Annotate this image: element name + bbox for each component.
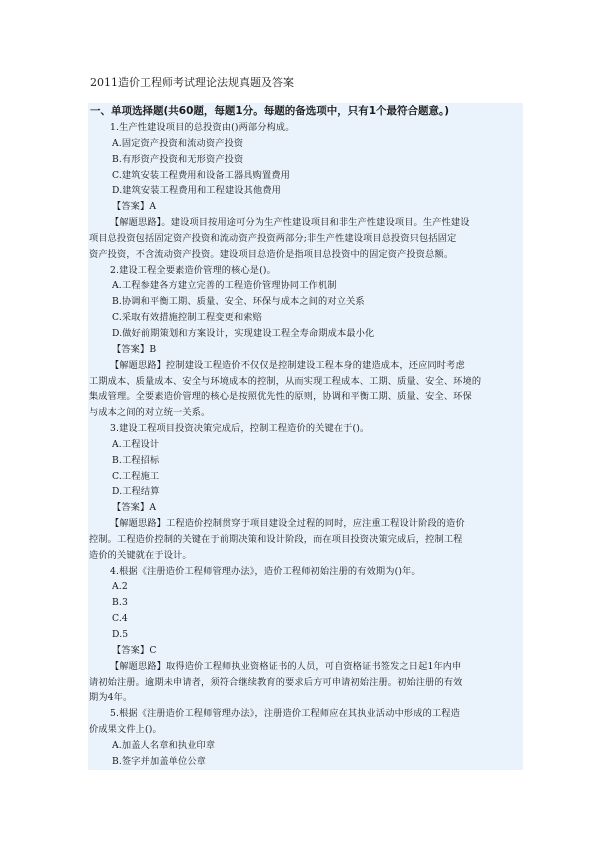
answer-option: A.工程参建各方建立完善的工程造价管理协同工作机制 — [112, 280, 337, 292]
answer-key: 【答案】C — [112, 644, 157, 656]
answer-option: B.有形资产投资和无形资产投资 — [112, 153, 244, 165]
answer-option: D.建筑安装工程费用和工程建设其他费用 — [112, 185, 281, 197]
explanation-text: 【解题思路】工程造价控制贯穿于项目建设全过程的同时，应注重工程设计阶段的造价 — [110, 518, 465, 530]
answer-option: B.工程招标 — [112, 454, 160, 466]
answer-option: B.3 — [112, 597, 128, 609]
answer-option: C.工程施工 — [112, 470, 160, 482]
answer-option: D.工程结算 — [112, 486, 160, 498]
answer-key: 【答案】B — [112, 343, 157, 355]
answer-option: A.加盖人名章和执业印章 — [112, 739, 216, 751]
answer-option: B.协调和平衡工期、质量、安全、环保与成本之间的对立关系 — [112, 296, 365, 308]
question-text: 1.生产性建设项目的总投资由()两部分构成。 — [110, 122, 295, 133]
answer-option: D.做好前期策划和方案设计，实现建设工程全寿命期成本最小化 — [112, 327, 375, 339]
explanation-continuation: 控制。工程造价控制的关键在于前期决策和设计阶段，而在项目投资决策完成后，控制工程 — [89, 533, 463, 545]
explanation-continuation: 价成果文件上()。 — [89, 724, 162, 736]
explanation-continuation: 请初始注册。逾期未申请者，须符合继续教育的要求后方可申请初始注册。初始注册的有效 — [89, 676, 463, 688]
question-text: 4.根据《注册造价工程师管理办法》，造价工程师初始注册的有效期为()年。 — [110, 565, 421, 577]
document-title: 2011造价工程师考试理论法规真题及答案 — [90, 76, 294, 89]
explanation-continuation: 项目总投资包括固定资产投资和流动资产投资两部分;非生产性建设项目总投资只包括固定 — [89, 232, 457, 244]
explanation-text: 【解题思路】。建设项目按用途可分为生产性建设项目和非生产性建设项目。生产性建设 — [110, 217, 470, 229]
question-text: 3.建设工程项目投资决策完成后，控制工程造价的关键在于()。 — [110, 423, 370, 435]
explanation-continuation: 造价的关键就在于设计。 — [89, 549, 192, 561]
document-body — [88, 103, 523, 770]
answer-key: 【答案】A — [112, 201, 157, 213]
answer-option: C.建筑安装工程费用和设备工器具购置费用 — [112, 169, 290, 181]
answer-option: A.2 — [112, 581, 128, 593]
question-text: 5.根据《注册造价工程师管理办法》，注册造价工程师应在其执业活动中形成的工程造 — [110, 708, 460, 720]
section-heading: 一、单项选择题(共60题，每题1分。每题的备选项中，只有1个最符合题意。) — [90, 105, 450, 117]
explanation-continuation: 期为4年。 — [89, 692, 133, 704]
explanation-text: 【解题思路】取得造价工程师执业资格证书的人员，可自资格证书签发之日起1年内申 — [110, 660, 462, 672]
answer-option: C.4 — [112, 613, 128, 625]
question-text: 2.建设工程全要素造价管理的核心是()。 — [110, 264, 276, 276]
answer-option: C.采取有效措施控制工程变更和索赔 — [112, 312, 262, 324]
answer-key: 【答案】A — [112, 502, 157, 514]
answer-option: B.签字并加盖单位公章 — [112, 755, 207, 767]
explanation-continuation: 资产投资，不含流动资产投资。建设项目总造价是指项目总投资中的固定资产投资总额。 — [89, 248, 454, 260]
explanation-continuation: 工期成本、质量成本、安全与环境成本的控制，从而实现工程成本、工期、质量、安全、环境的 — [89, 375, 482, 387]
explanation-continuation: 与成本之间的对立统一关系。 — [89, 407, 211, 419]
answer-option: A.工程设计 — [112, 438, 160, 450]
answer-option: A.固定资产投资和流动资产投资 — [112, 137, 244, 149]
answer-option: D.5 — [112, 629, 129, 640]
explanation-continuation: 集成管理。全要素造价管理的核心是按照优先性的原则，协调和平衡工期、质量、安全、环保 — [89, 391, 472, 403]
explanation-text: 【解题思路】控制建设工程造价不仅仅是控制建设工程本身的建造成本，还应同时考虑 — [110, 359, 465, 371]
